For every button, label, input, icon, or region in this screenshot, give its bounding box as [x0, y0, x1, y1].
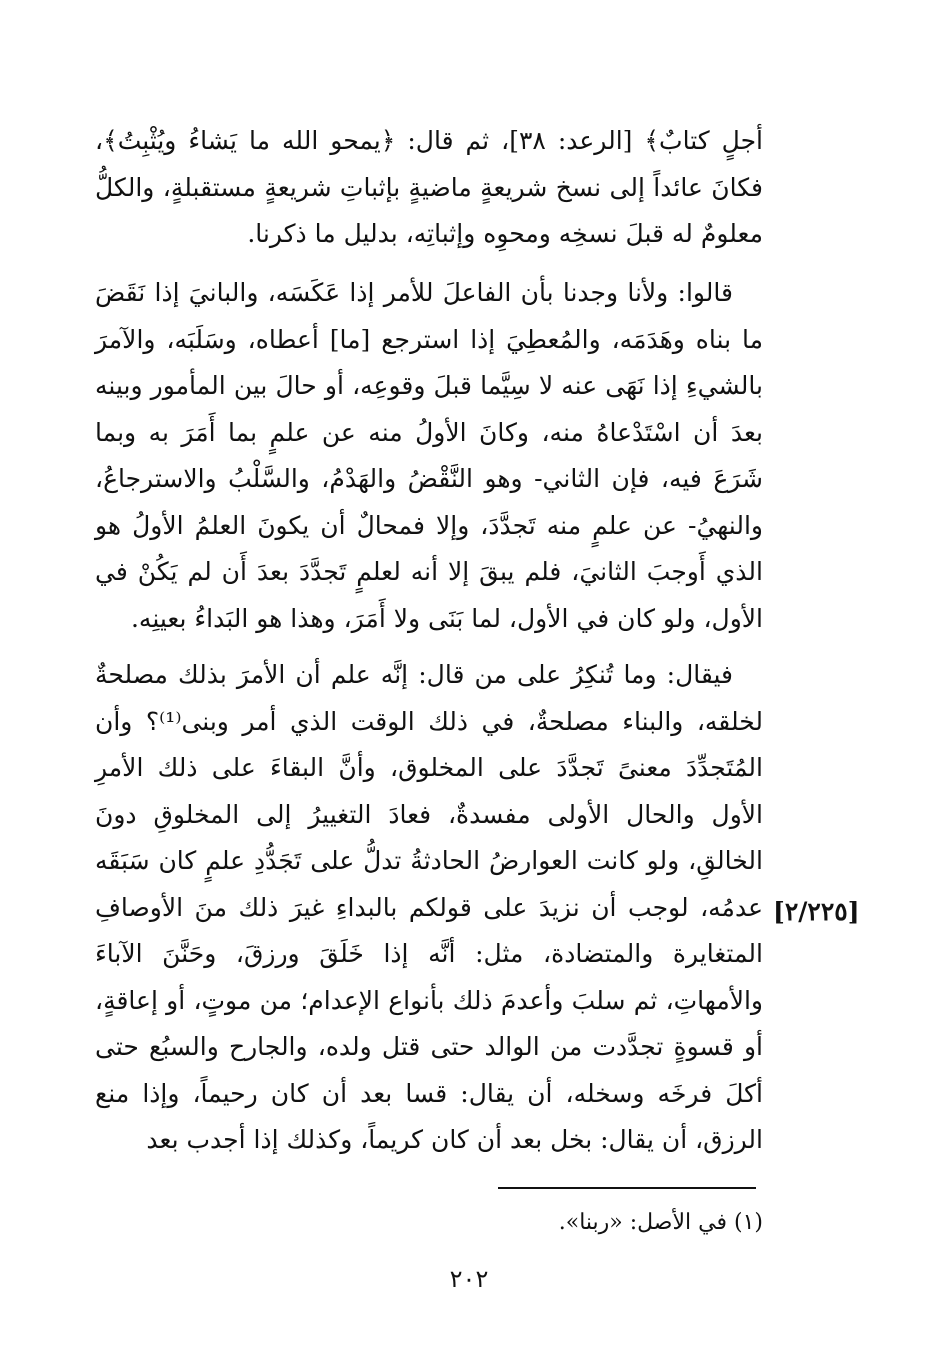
- footnote-divider: [498, 1187, 756, 1189]
- paragraph-fayuqal: [95, 652, 763, 1164]
- page-number: ٢٠٢: [449, 1265, 489, 1293]
- paragraph-continuation: [95, 118, 763, 258]
- paragraph-3: فيقال: وما تُنكِرُ على من قال: إنَّه علم أن الأمرَ بذلك مصلحةٌ لخلقه، والبناء مصلحةٌ، في ذلك الوقت الذي أمر وبنى⁽¹⁾؟ وأن المُتَجدِّدَ معنىً تَجدَّدَ على المخلوق، وأنَّ البقاءَ على ذلك الأمرِ الأول والحال الأولى مفسدةٌ، فعادَ التغييرُ إلى المخلوقِ دونَ الخالقِ، ولو كانت العوارضُ الحادثةُ تدلُّ على تَجَدُّدِ علمٍ كان سَبَقَه عدمُه، لوجب أن نزيدَ على قولكم بالبداءِ غيرَ ذلك منَ الأوصافِ المتغايرة والمتضادة، مثل: أنَّه إذا خَلَقَ ورزقَ، وحَنَّنَ الآباءَ والأمهاتِ، ثم سلبَ وأعدمَ ذلك بأنواع الإعدام؛ من موتٍ، أو إعاقةٍ، أو قسوةٍ تجدَّدت من الوالد حتى قتل ولده، والجارح والسبُع حتى أكلَ فرخَه وسخله، أن يقال: قسا بعد أن كان رحيماً، وإذا منع الرزق، أن يقال: بخل بعد أن كان كريماً، وكذلك إذا أجدب بعد: [95, 660, 763, 1154]
- paragraph-2: قالوا: ولأنا وجدنا بأن الفاعلَ للأمر إذا عَكَسَه، والبانيَ إذا نَقَضَ ما بناه وهَدَمَه، والمُعطِيَ إذا استرجع [ما] أعطاه، وسَلَبَه، والآمرَ بالشيءِ إذا نَهَى عنه لا سِيَّما قبلَ وقوعِه، أو حالَ بين المأمور وبينه بعدَ أن اسْتَدْعاهُ منه، وكانَ الأولُ منه عن علمٍ بما أَمَرَ به وبما شَرَعَ فيه، فإن الثاني- وهو النَّقْضُ والهَدْمُ، والسَّلْبُ والاسترجاعُ، والنهيُ- عن علمٍ منه تَجدَّدَ، وإلا فمحالٌ أن يكونَ العلمُ الأولُ هو الذي أَوجبَ الثانيَ، فلم يبقَ إلا أنه لعلمٍ تَجدَّدَ بعدَ أَن لم يَكُنْ في الأول، ولو كان في الأول، لما بَنَى ولا أَمَرَ، وهذا هو البَداءُ بعينِه.: [95, 278, 763, 633]
- manuscript-folio-reference: [٢/٢٢٥]: [773, 897, 860, 926]
- footnote: (١) في الأصل: «ربنا».: [558, 1210, 763, 1235]
- paragraph-qalu: [95, 270, 763, 642]
- paragraph-1: أجلٍ كتابٌ﴾ [الرعد: ٣٨]، ثم قال: ﴿يمحو الله ما يَشاءُ ويُثْبِتُ﴾، فكانَ عائداً إلى نسخ شريعةٍ ماضيةٍ بإثباتِ شريعةٍ مستقبلةٍ، والكلُّ معلومٌ له قبلَ نسخِه ومحوِه وإثباتِه، بدليل ما ذكرنا.: [95, 126, 763, 248]
